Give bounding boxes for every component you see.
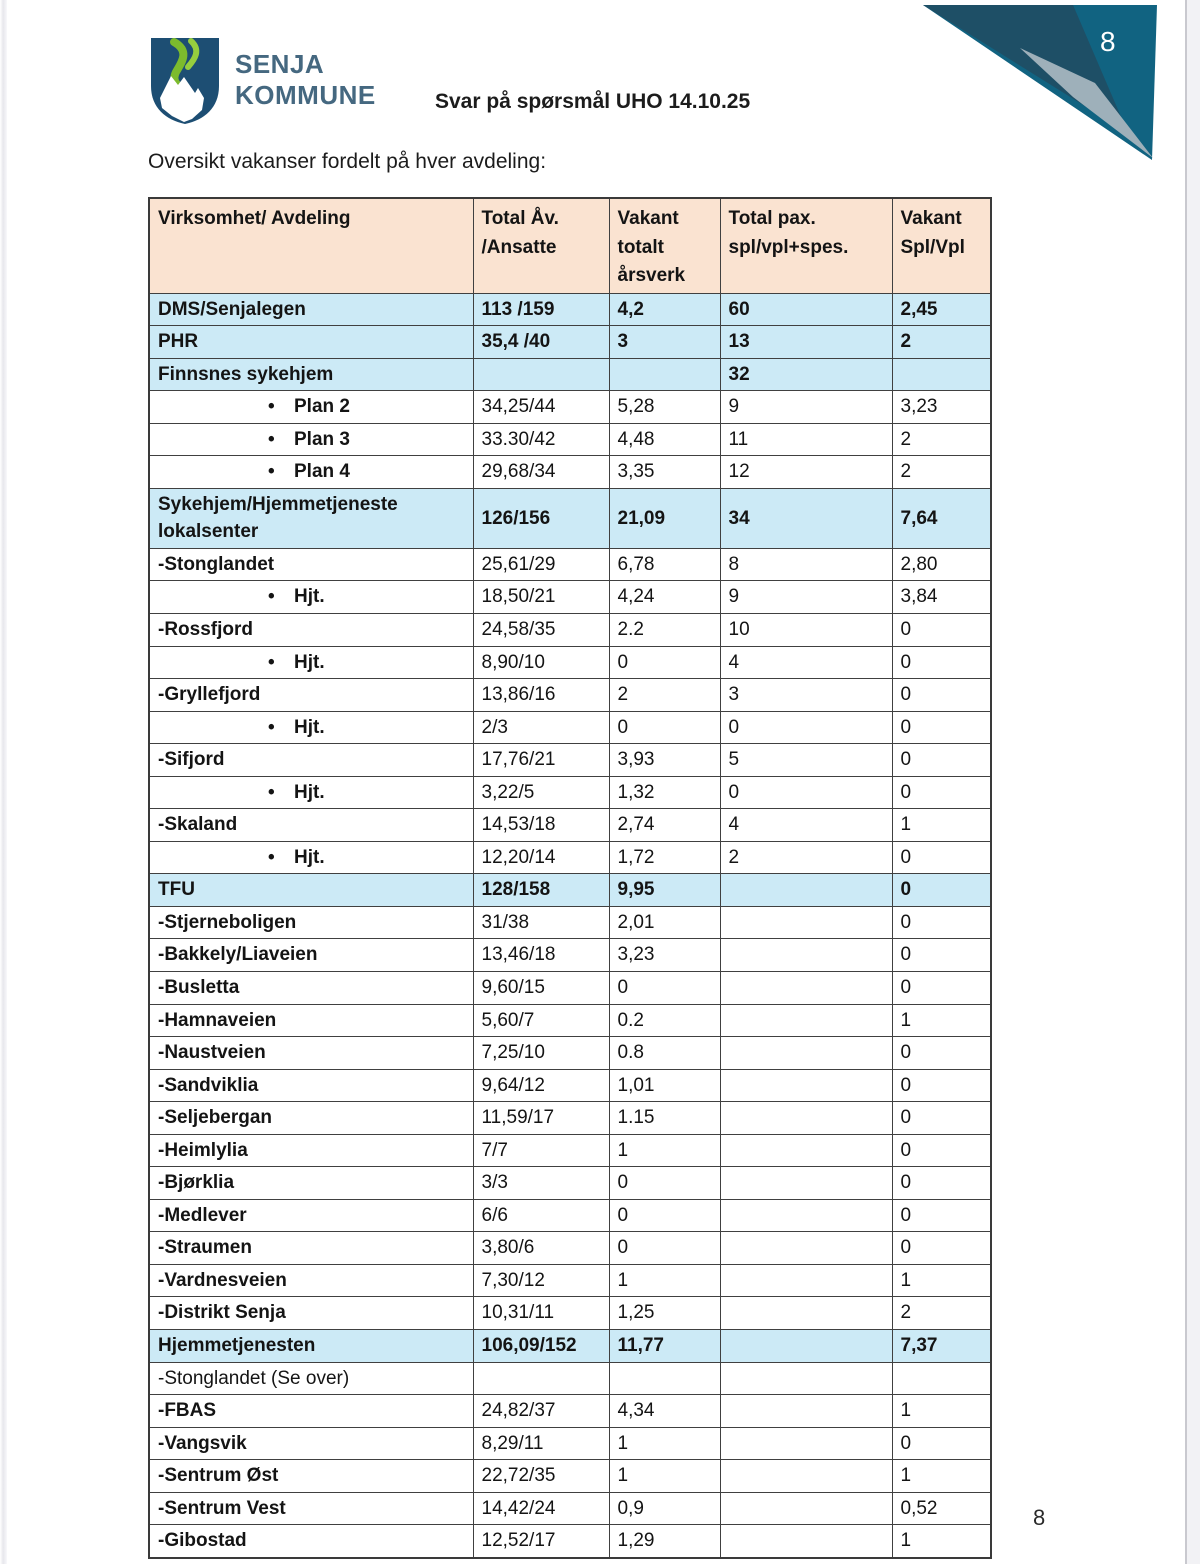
row-label: Hjt.	[294, 846, 325, 868]
cell-total-pax	[720, 874, 892, 907]
table-row	[149, 613, 991, 646]
cell-vakant-spl-vpl: 0	[892, 1037, 991, 1070]
header-total-av-ansatte: Total Åv. /Ansatte	[473, 198, 609, 293]
cell-vakant-totalt: 1,29	[609, 1525, 720, 1558]
cell-vakant-totalt: 3,93	[609, 744, 720, 777]
table-row	[149, 1037, 991, 1070]
cell-vakant-totalt: 5,28	[609, 391, 720, 424]
row-label-cell	[149, 1460, 473, 1493]
row-label: Plan 2	[294, 396, 350, 418]
cell-total-pax	[720, 1525, 892, 1558]
cell-vakant-spl-vpl: 0	[892, 971, 991, 1004]
cell-vakant-spl-vpl: 2	[892, 423, 991, 456]
cell-total-pax: 60	[720, 293, 892, 326]
bullet-icon: •	[268, 651, 275, 673]
intro-text: Oversikt vakanser fordelt på hver avdeling:	[148, 150, 547, 173]
cell-vakant-spl-vpl: 0	[892, 679, 991, 712]
cell-total-pax: 12	[720, 456, 892, 489]
header-vakant-spl-vpl: Vakant Spl/Vpl	[892, 198, 991, 293]
cell-total-av-ansatte: 11,59/17	[473, 1102, 609, 1135]
cell-vakant-totalt: 0.8	[609, 1037, 720, 1070]
table-row	[149, 874, 991, 907]
row-label: Hjt.	[294, 716, 325, 738]
row-label-cell	[149, 456, 473, 489]
cell-vakant-totalt: 0	[609, 1232, 720, 1265]
row-label-cell	[149, 326, 473, 359]
cell-vakant-totalt: 4,48	[609, 423, 720, 456]
cell-vakant-totalt: 6,78	[609, 548, 720, 581]
row-label: -Busletta	[158, 976, 240, 998]
cell-total-av-ansatte: 106,09/152	[473, 1330, 609, 1363]
row-label-cell	[149, 809, 473, 842]
cell-total-av-ansatte: 12,52/17	[473, 1525, 609, 1558]
cell-vakant-spl-vpl: 0	[892, 1232, 991, 1265]
cell-total-av-ansatte: 3,80/6	[473, 1232, 609, 1265]
cell-vakant-spl-vpl: 0	[892, 1134, 991, 1167]
table-row	[149, 581, 991, 614]
cell-vakant-totalt: 3,35	[609, 456, 720, 489]
cell-vakant-totalt: 0.2	[609, 1004, 720, 1037]
table-row	[149, 1395, 991, 1428]
cell-total-pax	[720, 1134, 892, 1167]
table-row	[149, 293, 991, 326]
cell-vakant-spl-vpl	[892, 1362, 991, 1395]
row-label-cell	[149, 776, 473, 809]
cell-total-av-ansatte: 12,20/14	[473, 841, 609, 874]
row-label-cell	[149, 646, 473, 679]
row-label-cell	[149, 1427, 473, 1460]
cell-vakant-spl-vpl: 1	[892, 1004, 991, 1037]
table-row	[149, 841, 991, 874]
row-label: -Sandviklia	[158, 1074, 259, 1096]
row-label: -Rossfjord	[158, 618, 253, 640]
row-label-cell	[149, 1199, 473, 1232]
cell-total-pax: 13	[720, 326, 892, 359]
row-label: Sykehjem/Hjemmetjeneste lokalsenter	[158, 493, 398, 543]
cell-total-av-ansatte: 13,46/18	[473, 939, 609, 972]
cell-total-pax: 10	[720, 613, 892, 646]
table-row	[149, 1199, 991, 1232]
cell-total-av-ansatte: 10,31/11	[473, 1297, 609, 1330]
cell-total-pax	[720, 1460, 892, 1493]
table-row	[149, 1232, 991, 1265]
page-right-edge	[1185, 0, 1200, 1564]
cell-vakant-totalt: 1,25	[609, 1297, 720, 1330]
row-label-cell	[149, 971, 473, 1004]
bullet-icon: •	[268, 781, 275, 803]
cell-total-pax: 4	[720, 809, 892, 842]
row-label: Finnsnes sykehjem	[158, 363, 334, 385]
bullet-icon: •	[268, 846, 275, 868]
cell-total-av-ansatte: 24,58/35	[473, 613, 609, 646]
cell-vakant-spl-vpl: 1	[892, 809, 991, 842]
cell-total-pax: 0	[720, 776, 892, 809]
cell-total-pax	[720, 906, 892, 939]
cell-vakant-totalt: 0	[609, 1167, 720, 1200]
cell-vakant-totalt: 0	[609, 1199, 720, 1232]
cell-total-av-ansatte: 22,72/35	[473, 1460, 609, 1493]
table-row	[149, 1134, 991, 1167]
cell-vakant-totalt: 1	[609, 1427, 720, 1460]
cell-vakant-totalt: 11,77	[609, 1330, 720, 1363]
row-label: -Stonglandet	[158, 553, 275, 575]
cell-total-pax: 2	[720, 841, 892, 874]
cell-total-pax	[720, 939, 892, 972]
table-row	[149, 971, 991, 1004]
row-label: -Sentrum Øst	[158, 1465, 279, 1487]
row-label: -Heimlylia	[158, 1139, 248, 1161]
document-header-title: Svar på spørsmål UHO 14.10.25	[435, 90, 751, 113]
cell-total-av-ansatte: 17,76/21	[473, 744, 609, 777]
cell-total-av-ansatte: 7,25/10	[473, 1037, 609, 1070]
table-row	[149, 391, 991, 424]
cell-total-pax	[720, 1199, 892, 1232]
cell-vakant-totalt: 0	[609, 711, 720, 744]
cell-total-av-ansatte: 3/3	[473, 1167, 609, 1200]
cell-total-pax: 11	[720, 423, 892, 456]
cell-vakant-spl-vpl: 1	[892, 1525, 991, 1558]
cell-vakant-spl-vpl: 0	[892, 646, 991, 679]
cell-total-pax: 5	[720, 744, 892, 777]
cell-total-av-ansatte: 128/158	[473, 874, 609, 907]
row-label: -Bakkely/Liaveien	[158, 944, 318, 966]
cell-vakant-totalt: 1	[609, 1264, 720, 1297]
row-label: -Skaland	[158, 814, 238, 836]
cell-total-av-ansatte: 33.30/42	[473, 423, 609, 456]
row-label-cell	[149, 679, 473, 712]
cell-total-av-ansatte: 24,82/37	[473, 1395, 609, 1428]
cell-vakant-spl-vpl: 0	[892, 1069, 991, 1102]
row-label-cell	[149, 1134, 473, 1167]
cell-total-pax	[720, 1330, 892, 1363]
cell-vakant-totalt: 2,01	[609, 906, 720, 939]
cell-vakant-spl-vpl: 0	[892, 711, 991, 744]
table-row	[149, 939, 991, 972]
cell-vakant-totalt	[609, 1362, 720, 1395]
cell-vakant-spl-vpl: 0	[892, 841, 991, 874]
row-label: Plan 3	[294, 428, 350, 450]
table-row	[149, 809, 991, 842]
cell-vakant-spl-vpl: 0	[892, 1167, 991, 1200]
row-label: -Bjørklia	[158, 1172, 235, 1194]
cell-total-pax	[720, 1232, 892, 1265]
cell-vakant-spl-vpl: 7,64	[892, 488, 991, 548]
row-label-cell	[149, 581, 473, 614]
row-label: PHR	[158, 331, 199, 353]
table-header-row	[149, 198, 991, 293]
cell-vakant-spl-vpl: 0	[892, 939, 991, 972]
row-label-cell	[149, 744, 473, 777]
cell-vakant-totalt: 1,32	[609, 776, 720, 809]
table-row	[149, 1264, 991, 1297]
table-row	[149, 646, 991, 679]
row-label: Hjt.	[294, 651, 325, 673]
cell-vakant-totalt: 0	[609, 971, 720, 1004]
cell-vakant-spl-vpl: 0	[892, 1102, 991, 1135]
cell-vakant-totalt: 3,23	[609, 939, 720, 972]
kommune-logo	[148, 36, 376, 126]
row-label: -Gibostad	[158, 1530, 247, 1552]
row-label: Hjt.	[294, 586, 325, 608]
cell-vakant-totalt: 0	[609, 646, 720, 679]
cell-vakant-totalt	[609, 358, 720, 391]
row-label-cell	[149, 1492, 473, 1525]
cell-vakant-spl-vpl: 0	[892, 1199, 991, 1232]
cell-vakant-totalt: 2,74	[609, 809, 720, 842]
row-label-cell	[149, 1395, 473, 1428]
cell-vakant-spl-vpl: 0	[892, 744, 991, 777]
cell-total-pax: 3	[720, 679, 892, 712]
cell-total-av-ansatte: 18,50/21	[473, 581, 609, 614]
row-label-cell	[149, 423, 473, 456]
page-left-edge	[0, 0, 7, 1564]
table-row	[149, 423, 991, 456]
row-label: -Naustveien	[158, 1042, 266, 1064]
table-row	[149, 744, 991, 777]
cell-vakant-spl-vpl	[892, 358, 991, 391]
row-label: -Vangsvik	[158, 1432, 247, 1454]
cell-total-av-ansatte: 34,25/44	[473, 391, 609, 424]
row-label: Hjemmetjenesten	[158, 1335, 316, 1356]
cell-vakant-totalt: 0,9	[609, 1492, 720, 1525]
kommune-crest-icon	[148, 36, 222, 126]
cell-total-pax	[720, 1395, 892, 1428]
cell-total-av-ansatte: 14,53/18	[473, 809, 609, 842]
row-label-cell	[149, 488, 473, 548]
cell-total-av-ansatte: 29,68/34	[473, 456, 609, 489]
row-label-cell	[149, 613, 473, 646]
cell-total-pax	[720, 1297, 892, 1330]
logo-line-2: KOMMUNE	[235, 80, 376, 111]
cell-vakant-spl-vpl: 2,45	[892, 293, 991, 326]
cell-vakant-totalt: 2.2	[609, 613, 720, 646]
cell-total-pax	[720, 1362, 892, 1395]
cell-total-pax: 34	[720, 488, 892, 548]
row-label: -FBAS	[158, 1400, 217, 1422]
corner-page-number: 8	[1100, 26, 1116, 57]
cell-vakant-totalt: 4,34	[609, 1395, 720, 1428]
cell-total-pax: 8	[720, 548, 892, 581]
cell-total-av-ansatte: 7,30/12	[473, 1264, 609, 1297]
table-row	[149, 548, 991, 581]
cell-total-pax: 0	[720, 711, 892, 744]
table-row	[149, 711, 991, 744]
cell-total-av-ansatte: 13,86/16	[473, 679, 609, 712]
cell-vakant-totalt: 1	[609, 1134, 720, 1167]
cell-total-av-ansatte: 3,22/5	[473, 776, 609, 809]
table-row	[149, 1525, 991, 1558]
row-label-cell	[149, 293, 473, 326]
cell-total-av-ansatte: 14,42/24	[473, 1492, 609, 1525]
cell-total-av-ansatte: 8,29/11	[473, 1427, 609, 1460]
row-label-cell	[149, 711, 473, 744]
table-row	[149, 1102, 991, 1135]
cell-vakant-spl-vpl: 1	[892, 1460, 991, 1493]
cell-vakant-totalt: 21,09	[609, 488, 720, 548]
row-label: Plan 4	[294, 461, 350, 483]
cell-total-av-ansatte: 35,4 /40	[473, 326, 609, 359]
bullet-icon: •	[268, 461, 275, 483]
cell-vakant-totalt: 9,95	[609, 874, 720, 907]
cell-vakant-spl-vpl: 0	[892, 1427, 991, 1460]
row-label-cell	[149, 1167, 473, 1200]
row-label: -Medlever	[158, 1204, 247, 1226]
row-label-cell	[149, 1525, 473, 1558]
corner-decoration	[923, 5, 1157, 160]
cell-total-av-ansatte: 6/6	[473, 1199, 609, 1232]
bullet-icon: •	[268, 396, 275, 418]
row-label-cell	[149, 1232, 473, 1265]
cell-vakant-spl-vpl: 3,23	[892, 391, 991, 424]
cell-vakant-spl-vpl: 1	[892, 1264, 991, 1297]
cell-total-av-ansatte: 8,90/10	[473, 646, 609, 679]
bullet-icon: •	[268, 586, 275, 608]
cell-vakant-spl-vpl: 0	[892, 776, 991, 809]
cell-total-av-ansatte	[473, 1362, 609, 1395]
table-row	[149, 456, 991, 489]
cell-vakant-totalt: 3	[609, 326, 720, 359]
kommune-logo-text	[235, 36, 376, 126]
cell-total-pax	[720, 1264, 892, 1297]
row-label-cell	[149, 1069, 473, 1102]
row-label-cell	[149, 1362, 473, 1395]
cell-total-pax	[720, 1004, 892, 1037]
row-label-cell	[149, 939, 473, 972]
cell-total-av-ansatte: 9,60/15	[473, 971, 609, 1004]
cell-total-av-ansatte: 9,64/12	[473, 1069, 609, 1102]
cell-total-pax	[720, 1427, 892, 1460]
table-row	[149, 679, 991, 712]
cell-total-av-ansatte: 126/156	[473, 488, 609, 548]
row-label: -Sifjord	[158, 749, 225, 771]
cell-vakant-spl-vpl: 2,80	[892, 548, 991, 581]
table-row	[149, 358, 991, 391]
cell-vakant-spl-vpl: 3,84	[892, 581, 991, 614]
footer-page-number: 8	[1033, 1505, 1046, 1530]
row-label: -Seljebergan	[158, 1107, 273, 1129]
cell-total-pax: 9	[720, 391, 892, 424]
row-label-cell	[149, 906, 473, 939]
table-row	[149, 1492, 991, 1525]
cell-total-pax: 32	[720, 358, 892, 391]
cell-vakant-spl-vpl: 7,37	[892, 1330, 991, 1363]
cell-total-av-ansatte	[473, 358, 609, 391]
row-label: -Stjerneboligen	[158, 911, 297, 933]
row-label: TFU	[158, 879, 195, 901]
cell-total-pax	[720, 1037, 892, 1070]
cell-vakant-spl-vpl: 2	[892, 326, 991, 359]
cell-vakant-totalt: 4,24	[609, 581, 720, 614]
table-row	[149, 776, 991, 809]
cell-vakant-spl-vpl: 2	[892, 456, 991, 489]
cell-total-pax	[720, 1069, 892, 1102]
cell-vakant-spl-vpl: 2	[892, 1297, 991, 1330]
logo-line-1: SENJA	[235, 49, 325, 79]
table-row	[149, 1069, 991, 1102]
cell-total-pax: 9	[720, 581, 892, 614]
bullet-icon: •	[268, 428, 275, 450]
row-label-cell	[149, 874, 473, 907]
row-label-cell	[149, 1330, 473, 1363]
cell-total-av-ansatte: 2/3	[473, 711, 609, 744]
row-label: DMS/Senjalegen	[158, 298, 306, 320]
row-label: -Distrikt Senja	[158, 1302, 286, 1324]
row-label: Hjt.	[294, 781, 325, 803]
header-virksomhet: Virksomhet/ Avdeling	[149, 198, 473, 293]
table-row	[149, 906, 991, 939]
cell-total-pax	[720, 971, 892, 1004]
cell-total-pax	[720, 1492, 892, 1525]
cell-vakant-totalt: 2	[609, 679, 720, 712]
row-label-cell	[149, 1102, 473, 1135]
row-label-cell	[149, 548, 473, 581]
cell-total-av-ansatte: 31/38	[473, 906, 609, 939]
cell-vakant-spl-vpl: 0	[892, 613, 991, 646]
row-label: -Vardnesveien	[158, 1269, 287, 1291]
row-label-cell	[149, 391, 473, 424]
cell-vakant-totalt: 1	[609, 1460, 720, 1493]
cell-vakant-spl-vpl: 0	[892, 906, 991, 939]
row-label-cell	[149, 358, 473, 391]
table-row	[149, 1330, 991, 1363]
header-vakant-totalt: Vakant totalt årsverk	[609, 198, 720, 293]
vacancy-table	[148, 197, 992, 1559]
header-total-pax: Total pax. spl/vpl+spes.	[720, 198, 892, 293]
table-row	[149, 1427, 991, 1460]
table-row	[149, 488, 991, 548]
cell-total-pax	[720, 1167, 892, 1200]
cell-vakant-spl-vpl: 0,52	[892, 1492, 991, 1525]
row-label-cell	[149, 841, 473, 874]
vacancy-table-body	[149, 293, 991, 1558]
table-row	[149, 1297, 991, 1330]
cell-vakant-totalt: 1,72	[609, 841, 720, 874]
cell-total-av-ansatte: 25,61/29	[473, 548, 609, 581]
cell-total-pax	[720, 1102, 892, 1135]
cell-vakant-totalt: 4,2	[609, 293, 720, 326]
table-row	[149, 1362, 991, 1395]
table-row	[149, 326, 991, 359]
row-label: -Hamnaveien	[158, 1009, 277, 1031]
cell-total-av-ansatte: 113 /159	[473, 293, 609, 326]
cell-vakant-totalt: 1.15	[609, 1102, 720, 1135]
cell-total-pax: 4	[720, 646, 892, 679]
row-label-cell	[149, 1264, 473, 1297]
row-label-cell	[149, 1037, 473, 1070]
row-label-cell	[149, 1297, 473, 1330]
cell-vakant-spl-vpl: 1	[892, 1395, 991, 1428]
cell-total-av-ansatte: 5,60/7	[473, 1004, 609, 1037]
row-label: -Sentrum Vest	[158, 1497, 286, 1519]
cell-vakant-totalt: 1,01	[609, 1069, 720, 1102]
row-label: -Gryllefjord	[158, 684, 261, 706]
row-label: -Straumen	[158, 1237, 252, 1259]
table-row	[149, 1004, 991, 1037]
row-label: -Stonglandet (Se over)	[158, 1367, 350, 1389]
bullet-icon: •	[268, 716, 275, 738]
cell-total-av-ansatte: 7/7	[473, 1134, 609, 1167]
cell-vakant-spl-vpl: 0	[892, 874, 991, 907]
row-label-cell	[149, 1004, 473, 1037]
table-row	[149, 1167, 991, 1200]
table-row	[149, 1460, 991, 1493]
